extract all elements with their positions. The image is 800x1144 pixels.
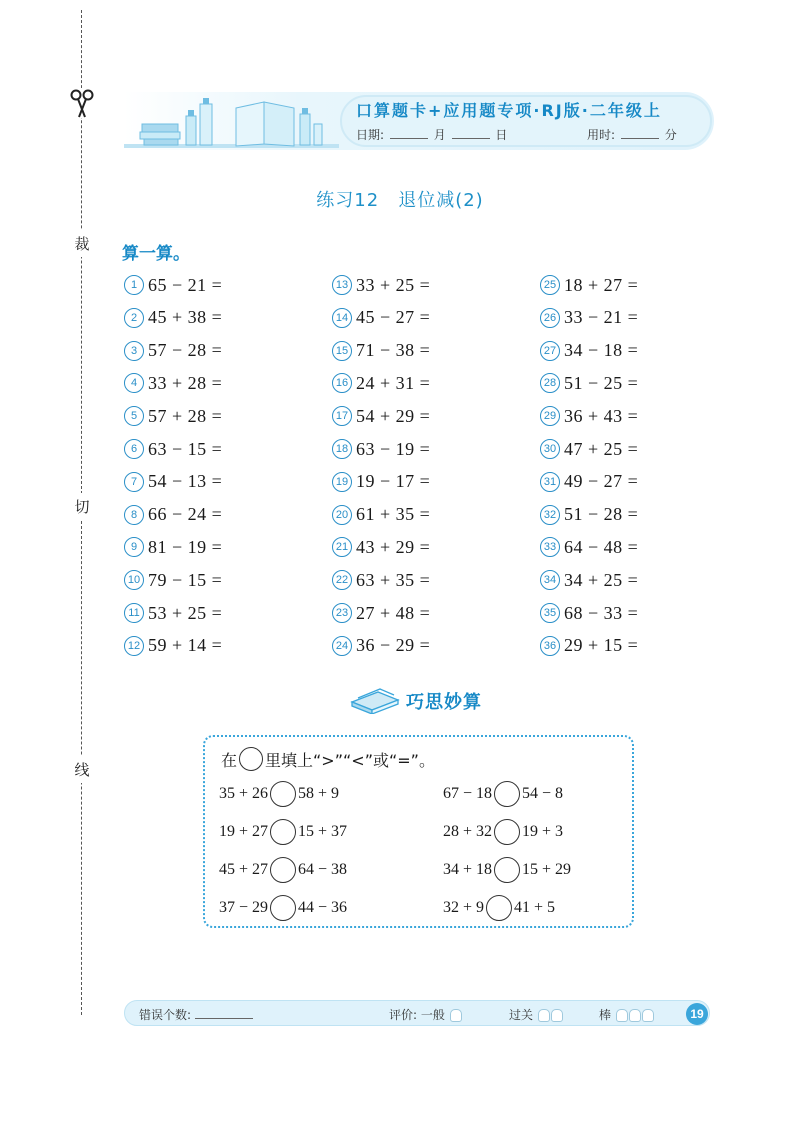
problem-number: 16	[332, 373, 352, 393]
problem-number: 14	[332, 308, 352, 328]
problem-item	[332, 633, 430, 659]
problem-item	[332, 567, 430, 593]
problem-item	[332, 305, 430, 331]
problem-expression: 53 + 25 =	[148, 602, 223, 623]
problem-expression: 33 + 28 =	[148, 372, 223, 393]
problem-item	[540, 534, 638, 560]
books-icon	[348, 686, 402, 714]
problem-expression: 57 − 28 =	[148, 340, 223, 361]
book-title: 口算题卡+应用题专项·RJ版·二年级上	[356, 101, 662, 120]
problem-expression: 66 − 24 =	[148, 504, 223, 525]
problem-number: 25	[540, 275, 560, 295]
thumb-icon	[616, 1009, 628, 1022]
month-blank	[390, 129, 428, 139]
comparison-left: 32 + 9	[443, 899, 485, 916]
day-blank	[452, 129, 490, 139]
comparison-item	[443, 819, 563, 845]
problem-expression: 33 + 25 =	[356, 274, 431, 295]
problem-item	[332, 338, 430, 364]
problem-item	[124, 272, 222, 298]
problem-number: 31	[540, 472, 560, 492]
instruction-suffix: 里填上“>”“<”或“=”。	[265, 750, 435, 770]
problem-item	[124, 436, 222, 462]
problem-item	[124, 403, 222, 429]
comparison-right: 58 + 9	[298, 785, 340, 802]
problem-number: 12	[124, 636, 144, 656]
answer-circle[interactable]	[486, 895, 512, 921]
pass-label: 过关	[509, 1008, 534, 1022]
lesson-title: 练习12 退位减(2)	[316, 190, 484, 211]
day-label: 日	[495, 128, 508, 142]
problem-expression: 43 + 29 =	[356, 536, 431, 557]
margin-char-qie: 切	[72, 493, 92, 520]
problem-expression: 63 + 35 =	[356, 569, 431, 590]
problem-expression: 18 + 27 =	[564, 274, 639, 295]
comparison-right: 15 + 29	[522, 861, 572, 878]
rating-great	[599, 1006, 654, 1023]
time-blank	[621, 129, 659, 139]
comparison-item	[219, 819, 347, 845]
problem-expression: 45 − 27 =	[356, 307, 431, 328]
problem-item	[124, 600, 222, 626]
problem-grid	[124, 272, 684, 668]
problem-item	[332, 436, 430, 462]
problem-item	[540, 633, 638, 659]
problem-item	[332, 600, 430, 626]
problem-item	[124, 338, 222, 364]
problem-number: 29	[540, 406, 560, 426]
problem-item	[332, 272, 430, 298]
problem-expression: 61 + 35 =	[356, 504, 431, 525]
problem-expression: 36 + 43 =	[564, 405, 639, 426]
error-count-label: 错误个数:	[139, 1008, 192, 1022]
time-label: 用时:	[587, 128, 616, 142]
problem-expression: 51 − 25 =	[564, 372, 639, 393]
comparison-item	[443, 895, 555, 921]
problem-item	[124, 370, 222, 396]
problem-number: 28	[540, 373, 560, 393]
problem-expression: 71 − 38 =	[356, 340, 431, 361]
problem-number: 18	[332, 439, 352, 459]
rating-label: 评价: 一般	[389, 1008, 445, 1022]
problem-expression: 65 − 21 =	[148, 274, 223, 295]
thumb-icon	[450, 1009, 462, 1022]
problem-number: 20	[332, 505, 352, 525]
problem-item	[540, 469, 638, 495]
comparison-right: 15 + 37	[298, 823, 348, 840]
problem-number: 30	[540, 439, 560, 459]
problem-item	[540, 502, 638, 528]
problem-number: 33	[540, 537, 560, 557]
problem-number: 4	[124, 373, 144, 393]
problem-expression: 34 + 25 =	[564, 569, 639, 590]
instruction-prefix: 在	[221, 750, 238, 770]
page-footer	[124, 1000, 710, 1026]
error-count-blank	[195, 1009, 253, 1019]
comparison-right: 44 − 36	[298, 899, 348, 916]
problem-expression: 45 + 38 =	[148, 307, 223, 328]
stationery-illustration	[124, 94, 339, 150]
problem-number: 11	[124, 603, 144, 623]
rating-pass	[509, 1006, 563, 1023]
comparison-right: 54 − 8	[522, 785, 564, 802]
problem-item	[124, 567, 222, 593]
problem-number: 6	[124, 439, 144, 459]
comparison-left: 35 + 26	[219, 785, 269, 802]
comparison-left: 37 − 29	[219, 899, 269, 916]
minute-label: 分	[664, 128, 677, 142]
comparison-left: 67 − 18	[443, 785, 493, 802]
problem-number: 27	[540, 341, 560, 361]
problem-expression: 47 + 25 =	[564, 438, 639, 459]
problem-item	[124, 469, 222, 495]
problem-number: 8	[124, 505, 144, 525]
problem-item	[540, 403, 638, 429]
problem-item	[124, 534, 222, 560]
comparison-right: 41 + 5	[514, 899, 556, 916]
problem-expression: 34 − 18 =	[564, 340, 639, 361]
problem-number: 9	[124, 537, 144, 557]
puzzle-title: 巧思妙算	[406, 692, 482, 713]
problem-number: 32	[540, 505, 560, 525]
problem-expression: 54 + 29 =	[356, 405, 431, 426]
problem-number: 19	[332, 472, 352, 492]
problem-item	[540, 370, 638, 396]
margin-char-cai: 裁	[72, 230, 92, 257]
problem-number: 24	[332, 636, 352, 656]
problem-expression: 63 − 15 =	[148, 438, 223, 459]
problem-expression: 79 − 15 =	[148, 569, 223, 590]
problem-expression: 29 + 15 =	[564, 635, 639, 656]
problem-item	[540, 338, 638, 364]
problem-item	[124, 633, 222, 659]
problem-number: 23	[332, 603, 352, 623]
problem-number: 15	[332, 341, 352, 361]
problem-number: 17	[332, 406, 352, 426]
problem-expression: 33 − 21 =	[564, 307, 639, 328]
problem-expression: 51 − 28 =	[564, 504, 639, 525]
problem-number: 3	[124, 341, 144, 361]
section-title: 算一算。	[122, 244, 190, 264]
problem-number: 36	[540, 636, 560, 656]
problem-number: 2	[124, 308, 144, 328]
thumb-icon	[629, 1009, 641, 1022]
problem-item	[540, 305, 638, 331]
problem-item	[540, 272, 638, 298]
comparison-right: 19 + 3	[522, 823, 564, 840]
great-label: 棒	[599, 1008, 612, 1022]
problem-number: 22	[332, 570, 352, 590]
comparison-box	[203, 735, 634, 928]
page-number: 19	[686, 1003, 708, 1025]
rating-ok	[389, 1006, 462, 1023]
problem-item	[540, 600, 638, 626]
problem-number: 1	[124, 275, 144, 295]
problem-item	[540, 436, 638, 462]
answer-circle[interactable]	[270, 895, 296, 921]
problem-expression: 68 − 33 =	[564, 602, 639, 623]
comparison-right: 64 − 38	[298, 861, 348, 878]
problem-number: 21	[332, 537, 352, 557]
answer-circle[interactable]	[494, 781, 520, 807]
comparison-item	[219, 895, 347, 921]
answer-circle[interactable]	[270, 857, 296, 883]
problem-item	[124, 305, 222, 331]
date-label: 日期:	[356, 128, 385, 142]
problem-expression: 24 + 31 =	[356, 372, 431, 393]
problem-number: 26	[540, 308, 560, 328]
comparison-left: 45 + 27	[219, 861, 269, 878]
month-label: 月	[433, 128, 446, 142]
problem-expression: 57 + 28 =	[148, 405, 223, 426]
problem-number: 34	[540, 570, 560, 590]
problem-item	[540, 567, 638, 593]
problem-expression: 49 − 27 =	[564, 471, 639, 492]
comparison-left: 28 + 32	[443, 823, 493, 840]
error-count	[139, 1006, 253, 1023]
problem-expression: 81 − 19 =	[148, 536, 223, 557]
comparison-item	[443, 781, 563, 807]
problem-expression: 54 − 13 =	[148, 471, 223, 492]
comparison-left: 34 + 18	[443, 861, 493, 878]
page-header	[124, 92, 714, 150]
problem-expression: 64 − 48 =	[564, 536, 639, 557]
date-time-line	[356, 126, 677, 143]
margin-char-xian: 线	[72, 756, 92, 783]
answer-circle[interactable]	[494, 819, 520, 845]
problem-expression: 36 − 29 =	[356, 635, 431, 656]
problem-item	[332, 403, 430, 429]
problem-number: 35	[540, 603, 560, 623]
problem-expression: 59 + 14 =	[148, 635, 223, 656]
problem-expression: 63 − 19 =	[356, 438, 431, 459]
thumb-icon	[551, 1009, 563, 1022]
problem-number: 10	[124, 570, 144, 590]
thumb-icon	[642, 1009, 654, 1022]
circle-icon	[239, 747, 263, 771]
problem-item	[332, 502, 430, 528]
problem-item	[332, 469, 430, 495]
comparison-item	[443, 857, 571, 883]
problem-number: 5	[124, 406, 144, 426]
comparison-instruction	[221, 747, 435, 771]
problem-expression: 19 − 17 =	[356, 471, 431, 492]
problem-item	[332, 534, 430, 560]
problem-number: 7	[124, 472, 144, 492]
comparison-left: 19 + 27	[219, 823, 269, 840]
problem-item	[124, 502, 222, 528]
answer-circle[interactable]	[494, 857, 520, 883]
comparison-item	[219, 781, 339, 807]
answer-circle[interactable]	[270, 819, 296, 845]
comparison-item	[219, 857, 347, 883]
problem-item	[332, 370, 430, 396]
answer-circle[interactable]	[270, 781, 296, 807]
problem-number: 13	[332, 275, 352, 295]
problem-expression: 27 + 48 =	[356, 602, 431, 623]
thumb-icon	[538, 1009, 550, 1022]
scissors-icon	[68, 88, 96, 118]
